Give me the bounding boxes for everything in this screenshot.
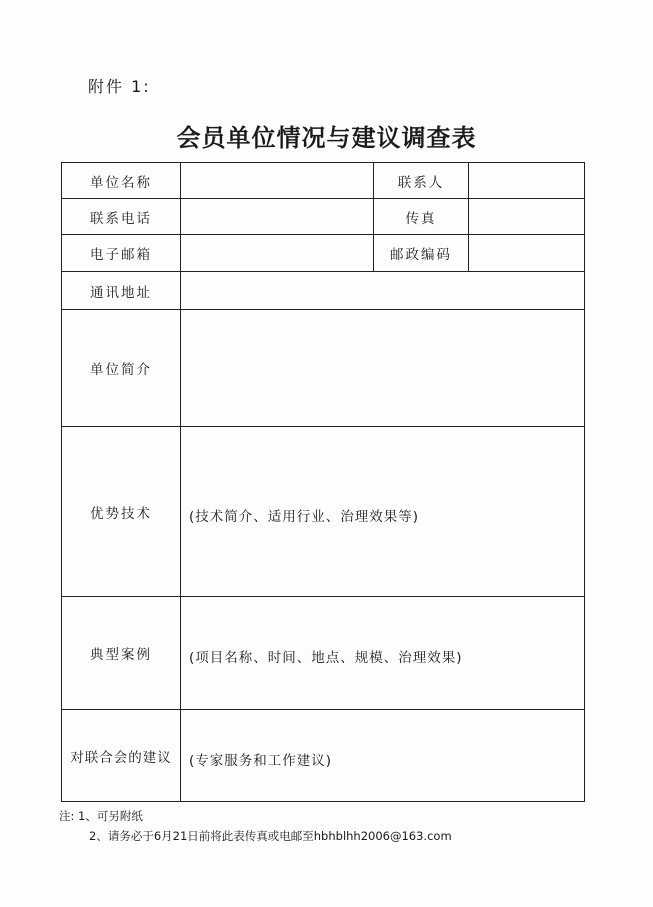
profile-field[interactable] [181, 310, 585, 427]
cases-field[interactable] [181, 597, 585, 710]
address-label: 通讯地址 [62, 272, 181, 310]
attachment-label: 附件 1: [88, 77, 151, 96]
note-prefix: 注: [59, 809, 75, 823]
table-row [62, 597, 585, 710]
email-field[interactable] [181, 235, 374, 272]
table-row [62, 272, 585, 310]
advantage-field[interactable] [181, 427, 585, 597]
table-row [62, 163, 585, 199]
cases-hint: (项目名称、时间、地点、规模、治理效果) [189, 650, 463, 666]
table-row [62, 710, 585, 802]
page-title: 会员单位情况与建议调查表 [176, 123, 477, 152]
table-row [62, 235, 585, 272]
phone-label: 联系电话 [62, 199, 181, 235]
advantage-label: 优势技术 [62, 427, 181, 597]
unit-name-field[interactable] [181, 163, 374, 199]
note-line-1 [59, 806, 452, 826]
cases-label: 典型案例 [62, 597, 181, 710]
suggestions-label: 对联合会的建议 [62, 710, 181, 802]
postcode-label: 邮政编码 [374, 235, 469, 272]
suggestions-hint: (专家服务和工作建议) [189, 752, 333, 769]
fax-field[interactable] [469, 199, 585, 235]
suggestions-field[interactable] [181, 710, 585, 802]
table-row [62, 199, 585, 235]
profile-label: 单位简介 [62, 310, 181, 427]
address-field[interactable] [181, 272, 585, 310]
advantage-hint: (技术简介、适用行业、治理效果等) [189, 508, 420, 525]
unit-name-label: 单位名称 [62, 163, 181, 199]
survey-form-table [61, 162, 585, 802]
note-2: 2、请务必于6月21日前将此表传真或电邮至hbhblhh2006@163.com [89, 829, 452, 843]
notes [59, 806, 452, 846]
fax-label: 传真 [374, 199, 469, 235]
contact-person-label: 联系人 [374, 163, 469, 199]
table-row [62, 427, 585, 597]
email-label: 电子邮箱 [62, 235, 181, 272]
note-1: 1、可另附纸 [78, 809, 143, 823]
postcode-field[interactable] [469, 235, 585, 272]
contact-person-field[interactable] [469, 163, 585, 199]
table-row [62, 310, 585, 427]
phone-field[interactable] [181, 199, 374, 235]
